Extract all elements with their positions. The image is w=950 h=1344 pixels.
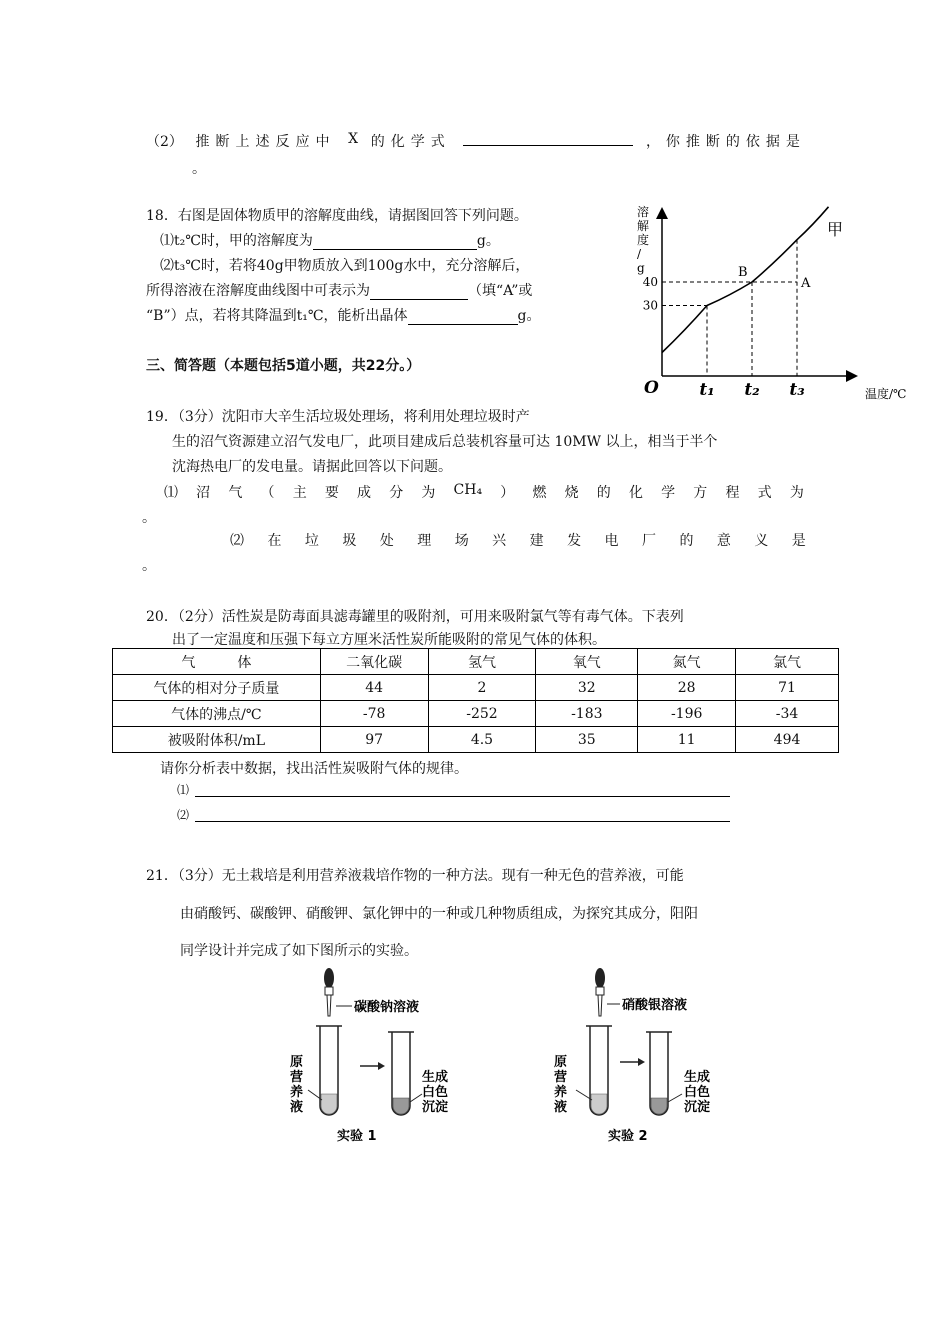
- q19-line1: 19．（3分）沈阳市大辛生活垃圾处理场，将利用处理垃圾时产: [146, 409, 530, 425]
- arrow-icon: [620, 1058, 645, 1066]
- exp1-source-label: 原: [290, 1055, 304, 1070]
- y-axis-label: [637, 204, 649, 275]
- q19-sub1-char: 学: [661, 485, 676, 501]
- exp2-source-label: 营: [554, 1070, 568, 1085]
- table-cell: 44: [320, 675, 428, 701]
- q19-sub2-char: 是: [791, 533, 806, 549]
- q19-line2: 生的沼气资源建立沼气发电厂，此项目建成后总装机容量可达 10MW 以上，相当于半个: [172, 434, 718, 450]
- q19-sub1-char: 要: [324, 485, 339, 501]
- exp1-source-label: 营: [290, 1070, 304, 1085]
- q19-sub2-char: 处: [379, 533, 394, 549]
- q19-sub2-char: 兴: [492, 533, 507, 549]
- q19-sub2-char: 圾: [342, 533, 357, 549]
- q19-sub1-char: 为: [789, 485, 804, 501]
- table-cell: 2: [428, 675, 536, 701]
- q19-sub2-char: 意: [716, 533, 731, 549]
- q18-point-blank[interactable]: [370, 285, 468, 300]
- q19-sub1-char: 式: [757, 485, 772, 501]
- test-tube-icon: [316, 1026, 342, 1115]
- test-tube-icon: [388, 1032, 414, 1115]
- table-cell: -34: [736, 701, 839, 727]
- q17-line1: [146, 131, 806, 151]
- q19-sub2-char: 电: [604, 533, 619, 549]
- q19-sub2-end: 。: [142, 558, 156, 574]
- section-heading: 三、简答题（本题包括5道小题，共22分。）: [146, 358, 421, 374]
- q18-solubility-blank[interactable]: [313, 235, 477, 250]
- exp1-result-label: 沉淀: [422, 1100, 449, 1115]
- exp1-result-label: 生成: [422, 1070, 449, 1085]
- q19-sub2-char: ⑵: [230, 533, 244, 549]
- table-cell: 11: [638, 727, 736, 753]
- q19-sub1-char: 气: [228, 485, 243, 501]
- q19-sub1-char: 沼: [196, 485, 211, 501]
- exp1-result-label: 白色: [422, 1085, 449, 1100]
- table-cell: 28: [638, 675, 736, 701]
- exp1-reagent: 碳酸钠溶液: [354, 1000, 420, 1015]
- q19-sub1-char: ）: [500, 485, 515, 501]
- gas-adsorption-table: [112, 648, 839, 753]
- q18-part1: [160, 230, 500, 250]
- exp2-result-label: 沉淀: [684, 1100, 711, 1115]
- q19-sub1-char: CH₄: [453, 482, 483, 498]
- table-cell: 494: [736, 727, 839, 753]
- table-cell: 97: [320, 727, 428, 753]
- q19-sub1-char: （: [260, 485, 275, 501]
- q19-sub1: [164, 482, 804, 502]
- q19-sub1-char: 方: [693, 485, 708, 501]
- table-cell: 气体的沸点/℃: [113, 701, 321, 727]
- exp2-source-label: 养: [554, 1085, 568, 1100]
- q17-text3: ，你推断的依据是: [645, 134, 806, 150]
- q19-sub1-char: ⑴: [164, 485, 178, 501]
- curve-label: 甲: [827, 220, 844, 239]
- y-axis-label-char: 溶: [637, 205, 650, 219]
- x-axis-label: 温度/℃: [865, 387, 907, 401]
- arrow-icon: [360, 1062, 385, 1070]
- x-tick-t3: t₃: [789, 380, 805, 400]
- q20-prompt: 请你分析表中数据，找出活性炭吸附气体的规律。: [160, 761, 468, 777]
- q19-sub2-char: 的: [679, 533, 694, 549]
- table-cell: -252: [428, 701, 536, 727]
- exp2-result-label: 白色: [684, 1085, 711, 1100]
- q20-line2: 出了一定温度和压强下每立方厘米活性炭所能吸附的常见气体的体积。: [172, 632, 606, 648]
- test-tube-icon: [646, 1032, 672, 1115]
- q18-part2-line2: [146, 280, 532, 300]
- solubility-chart: [630, 200, 930, 410]
- experiment-2-diagram: [548, 966, 748, 1156]
- q20-answer2-label: ⑵: [177, 808, 190, 822]
- dropper-icon: [324, 968, 334, 1016]
- table-row: [113, 701, 839, 727]
- q19-sub1-end: 。: [142, 510, 156, 526]
- exp2-result-label: 生成: [684, 1070, 711, 1085]
- q18-part2-unit: g。: [517, 308, 541, 324]
- table-header-cell: 二氧化碳: [320, 649, 428, 675]
- q18-part2-text: 所得溶液在溶解度曲线图中可表示为: [146, 283, 370, 299]
- test-tube-icon: [586, 1026, 612, 1115]
- q19-sub2-char: 厂: [641, 533, 656, 549]
- origin-label: O: [644, 378, 659, 398]
- point-b-label: B: [738, 265, 748, 280]
- q17-formula-blank[interactable]: [463, 131, 633, 146]
- q19-sub2-char: 理: [417, 533, 432, 549]
- table-cell: -183: [536, 701, 638, 727]
- table-header-cell: 氧气: [536, 649, 638, 675]
- q19-sub1-char: 的: [596, 485, 611, 501]
- table-row: [113, 727, 839, 753]
- q19-sub1-char: 程: [725, 485, 740, 501]
- table-cell: 被吸附体积/mL: [113, 727, 321, 753]
- q20-answer2-line[interactable]: [195, 821, 730, 822]
- q21-line2: 由硝酸钙、碳酸钾、硝酸钾、氯化钾中的一种或几种物质组成，为探究其成分，阳阳: [180, 906, 698, 922]
- q18-part1-unit: g。: [476, 233, 500, 249]
- q20-answer1-label: ⑴: [177, 783, 190, 797]
- q19-sub2-char: 在: [267, 533, 282, 549]
- exp1-source-label: 养: [290, 1085, 304, 1100]
- table-cell: 32: [536, 675, 638, 701]
- q19-sub1-char: 主: [292, 485, 307, 501]
- q17-line2: 。: [192, 161, 206, 177]
- q18-crystal-blank[interactable]: [408, 310, 518, 325]
- dropper-icon: [595, 968, 605, 1016]
- q19-sub2-char: 场: [454, 533, 469, 549]
- q19-sub1-char: 分: [389, 485, 404, 501]
- exp2-source-label: 原: [554, 1055, 568, 1070]
- q17-part-label: （2）: [146, 134, 183, 150]
- x-tick-t1: t₁: [699, 380, 715, 400]
- table-header-cell: 气 体: [113, 649, 321, 675]
- q19-sub2-char: 垃: [304, 533, 319, 549]
- q19-sub1-char: 烧: [564, 485, 579, 501]
- q18-part1-text: ⑴t₂℃时，甲的溶解度为: [160, 233, 313, 249]
- table-cell: -196: [638, 701, 736, 727]
- q20-line1: 20．（2分）活性炭是防毒面具滤毒罐里的吸附剂，可用来吸附氯气等有毒气体。下表列: [146, 609, 684, 625]
- table-cell: -78: [320, 701, 428, 727]
- experiment-1-diagram: [282, 966, 482, 1156]
- table-header-cell: 氮气: [638, 649, 736, 675]
- y-axis-label-char: 度: [637, 233, 650, 247]
- exp2-caption: 实验 2: [608, 1129, 648, 1144]
- q19-sub2-char: 建: [529, 533, 544, 549]
- point-a-label: A: [801, 276, 811, 291]
- table-header-cell: 氯气: [736, 649, 839, 675]
- table-cell: 4.5: [428, 727, 536, 753]
- exp2-reagent: 硝酸银溶液: [622, 998, 688, 1013]
- y-tick-30: 30: [642, 298, 658, 313]
- table-cell: 气体的相对分子质量: [113, 675, 321, 701]
- table-header-row: [113, 649, 839, 675]
- y-axis-label-char: /: [637, 247, 642, 261]
- q21-line3: 同学设计并完成了如下图所示的实验。: [180, 943, 418, 959]
- exp1-caption: 实验 1: [337, 1129, 377, 1144]
- table-row: [113, 675, 839, 701]
- q18-part2-line1: ⑵t₃℃时，若将40g甲物质放入到100g水中，充分溶解后，: [160, 258, 530, 274]
- q17-text: 推断上述反应中: [195, 134, 336, 150]
- exp2-source-label: 液: [554, 1100, 568, 1115]
- y-axis-label-char: g: [637, 261, 645, 275]
- q21-line1: 21．（3分）无土栽培是利用营养液栽培作物的一种方法。现有一种无色的营养液，可能: [146, 868, 684, 884]
- x-tick-t2: t₂: [744, 380, 760, 400]
- table-cell: 35: [536, 727, 638, 753]
- q18-stem: 18．右图是固体物质甲的溶解度曲线，请据图回答下列问题。: [146, 208, 528, 224]
- q19-sub1-char: 成: [357, 485, 372, 501]
- q19-sub1-char: 化: [628, 485, 643, 501]
- q19-sub1-char: 燃: [532, 485, 547, 501]
- q19-sub2: [230, 530, 806, 550]
- table-cell: 71: [736, 675, 839, 701]
- q18-part2-line3: [146, 305, 540, 325]
- q18-part2-hint: （填“A”或: [468, 283, 533, 299]
- q17-x: X: [348, 131, 359, 147]
- q18-part2-text3: “B”）点，若将其降温到t₁℃，能析出晶体: [146, 308, 408, 324]
- exp1-source-label: 液: [290, 1100, 304, 1115]
- q19-line3: 沈海热电厂的发电量。请据此回答以下问题。: [172, 459, 452, 475]
- q17-text2: 的化学式: [370, 134, 451, 150]
- q19-sub2-char: 义: [754, 533, 769, 549]
- q20-answer1-line[interactable]: [195, 796, 730, 797]
- y-axis-label-char: 解: [637, 219, 650, 233]
- q19-sub2-char: 发: [567, 533, 582, 549]
- table-header-cell: 氢气: [428, 649, 536, 675]
- q19-sub1-char: 为: [421, 485, 436, 501]
- y-tick-40: 40: [642, 275, 658, 289]
